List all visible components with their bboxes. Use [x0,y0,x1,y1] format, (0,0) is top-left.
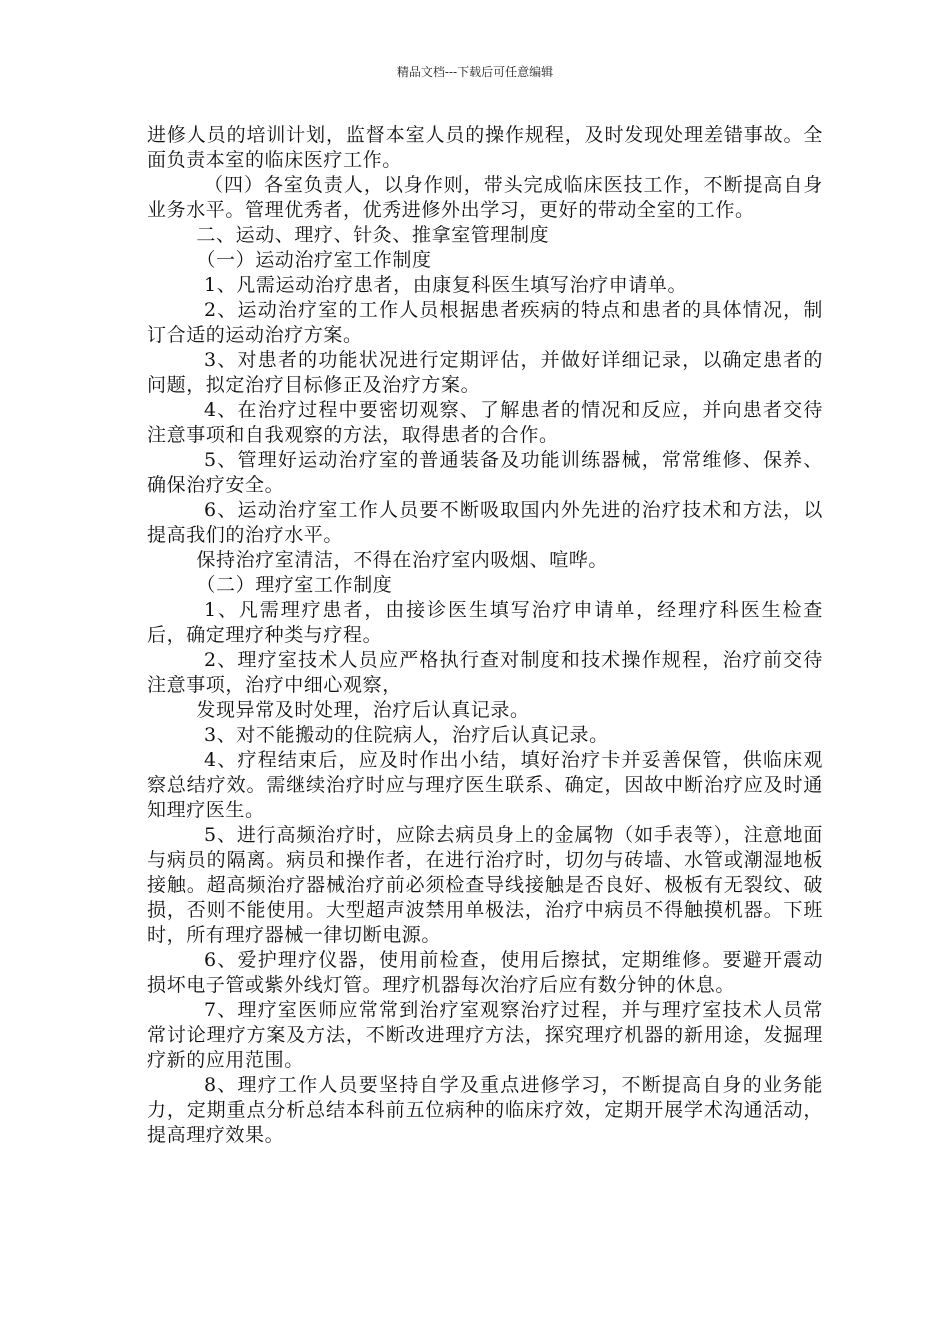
subsection-heading: （一）运动治疗室工作制度 [196,249,432,271]
list-item: 4、在治疗过程中要密切观察、了解患者的情况和反应，并向患者交待注意事项和自我观察的方法，取得患者的合作。 [147,399,823,446]
list-item: 6、运动治疗室工作人员要不断吸取国内外先进的治疗技术和方法，以提高我们的治疗水平。 [147,499,823,546]
list-item: 2、运动治疗室的工作人员根据患者疾病的特点和患者的具体情况，制订合适的运动治疗方案。 [147,299,823,346]
list-item: 1、凡需理疗患者，由接诊医生填写治疗申请单，经理疗科医生检查后，确定理疗种类与疗程。 [147,599,823,646]
page-header: 精品文档---下载后可任意编辑 [396,65,554,79]
subsection-heading: （二）理疗室工作制度 [196,574,393,596]
paragraph: 保持治疗室清洁，不得在治疗室内吸烟、喧哗。 [196,549,608,571]
list-item: 2、理疗室技术人员应严格执行查对制度和技术操作规程，治疗前交待注意事项，治疗中细心观察， [147,649,823,696]
section-heading: 二、运动、理疗、针灸、推拿室管理制度 [196,224,550,246]
list-item: 7、理疗室医师应常常到治疗室观察治疗过程，并与理疗室技术人员常常讨论理疗方案及方法，不断改进理疗方法，探究理疗机器的新用途，发掘理疗新的应用范围。 [147,999,823,1071]
paragraph: （四）各室负责人，以身作则，带头完成临床医技工作，不断提高自身业务水平。管理优秀者，优秀进修外出学习，更好的带动全室的工作。 [147,174,823,221]
list-item: 8、理疗工作人员要坚持自学及重点进修学习，不断提高自身的业务能力，定期重点分析总结本科前五位病种的临床疗效，定期开展学术沟通活动，提高理疗效果。 [147,1074,823,1146]
list-item: 1、凡需运动治疗患者，由康复科医生填写治疗申请单。 [204,274,688,296]
list-item: 6、爱护理疗仪器，使用前检查，使用后擦拭，定期维修。要避开震动损坏电子管或紫外线灯管。理疗机器每次治疗后应有数分钟的休息。 [147,949,823,996]
paragraph: 发现异常及时处理，治疗后认真记录。 [196,699,530,721]
list-item: 5、管理好运动治疗室的普通装备及功能训练器械，常常维修、保养、确保治疗安全。 [147,449,823,496]
list-item: 4、疗程结束后，应及时作出小结，填好治疗卡并妥善保管，供临床观察总结疗效。需继续治疗时应与理疗医生联系、确定，因故中断治疗应及时通知理疗医生。 [147,749,823,821]
document-body [147,123,823,1148]
list-item: 3、对患者的功能状况进行定期评估，并做好详细记录，以确定患者的问题，拟定治疗目标修正及治疗方案。 [147,349,823,396]
list-item: 3、对不能搬动的住院病人，治疗后认真记录。 [204,724,609,746]
list-item: 5、进行高频治疗时，应除去病员身上的金属物（如手表等），注意地面与病员的隔离。病员和操作者，在进行治疗时，切勿与砖墙、水管或潮湿地板接触。超高频治疗器械治疗前必须检查导线接触是否良好、极板有无裂纹、破损，否则不能使用。大型超声波禁用单极法，治疗中病员不得触摸机器。下班时，所有理疗器械一律切断电源。 [147,824,823,946]
paragraph: 进修人员的培训计划，监督本室人员的操作规程，及时发现处理差错事故。全面负责本室的临床医疗工作。 [147,124,823,171]
